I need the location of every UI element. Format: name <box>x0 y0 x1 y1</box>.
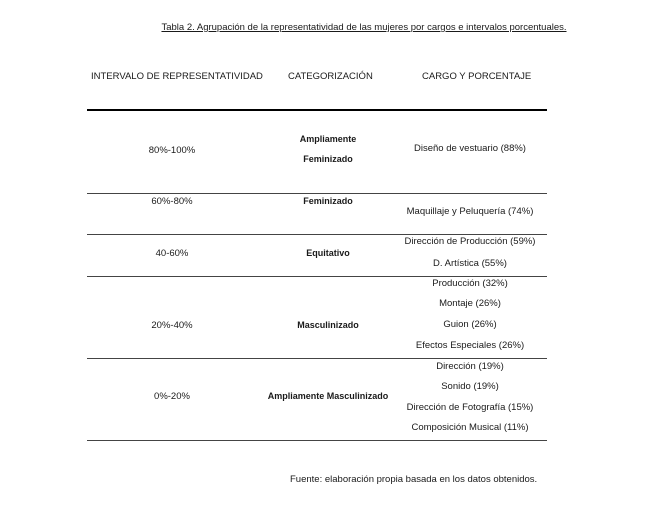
row-5-role-3: Dirección de Fotografía (15%) <box>406 402 534 413</box>
row-5-role-2: Sonido (19%) <box>441 381 499 392</box>
table-caption: Tabla 2. Agrupación de la representatividad de las mujeres por cargos e intervalos porcentuales. <box>161 22 567 33</box>
row-2-category-line-1: Feminizado <box>303 196 353 206</box>
row-1-interval: 80%-100% <box>148 145 196 156</box>
row-4-role-2: Montaje (26%) <box>439 298 501 309</box>
row-divider-5 <box>87 440 547 441</box>
row-3-role-2: D. Artística (55%) <box>433 258 507 269</box>
row-2-interval: 60%-80% <box>151 196 193 207</box>
row-1-category-line-1: Ampliamente <box>299 134 357 144</box>
row-1-role-1: Diseño de vestuario (88%) <box>414 143 526 154</box>
header-role: CARGO Y PORCENTAJE <box>422 71 532 82</box>
row-4-category-line-1: Masculinizado <box>297 320 359 330</box>
header-rule <box>87 109 547 111</box>
row-3-interval: 40-60% <box>155 248 189 259</box>
row-4-role-4: Efectos Especiales (26%) <box>415 340 525 351</box>
row-3-role-1: Dirección de Producción (59%) <box>404 236 536 247</box>
header-interval: INTERVALO DE REPRESENTATIVIDAD <box>91 71 263 82</box>
row-5-category-line-1: Ampliamente Masculinizado <box>267 391 389 401</box>
row-4-role-1: Producción (32%) <box>432 278 508 289</box>
row-1-category-line-2: Feminizado <box>303 154 353 164</box>
row-5-interval: 0%-20% <box>154 391 190 402</box>
header-category: CATEGORIZACIÓN <box>288 71 373 82</box>
row-4-interval: 20%-40% <box>151 320 193 331</box>
row-3-category-line-1: Equitativo <box>306 248 350 258</box>
row-4-role-3: Guion (26%) <box>443 319 497 330</box>
row-5-role-4: Composición Musical (11%) <box>411 422 529 433</box>
row-2-role-1: Maquillaje y Peluquería (74%) <box>406 206 534 217</box>
source-note: Fuente: elaboración propia basada en los datos obtenidos. <box>290 474 538 485</box>
row-5-role-1: Dirección (19%) <box>436 361 504 372</box>
